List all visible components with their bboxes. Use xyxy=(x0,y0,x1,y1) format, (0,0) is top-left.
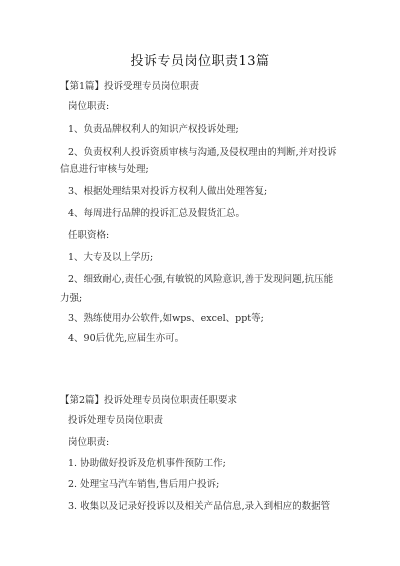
section-1-duty-2: 2、负责权利人投诉资质审核与沟通,及侵权理由的判断,并对投诉 xyxy=(68,147,337,158)
section-2-duty-3: 3. 收集以及记录好投诉以及相关产品信息,录入到相应的数据管 xyxy=(68,501,331,512)
section-1-duty-3: 3、根据处理结果对投诉方权利人做出处理答复; xyxy=(68,186,268,197)
section-1-requirement-3: 3、熟练使用办公软件,如wps、excel、ppt等; xyxy=(68,313,264,324)
section-1-duty-1: 1、负责品牌权利人的知识产权投诉处理; xyxy=(68,124,239,135)
section-1-requirement-4: 4、90后优先,应届生亦可。 xyxy=(68,333,185,344)
section-1-requirement-2-continued: 力强; xyxy=(60,293,83,304)
section-1-duties-label: 岗位职责: xyxy=(68,101,110,112)
section-2-subtitle: 投诉处理专员岗位职责 xyxy=(68,415,164,426)
section-1-requirements-label: 任职资格: xyxy=(68,230,110,241)
section-1-duty-4: 4、每周进行品牌的投诉汇总及假货汇总。 xyxy=(68,208,246,219)
section-1-heading: 【第1篇】投诉受理专员岗位职责 xyxy=(60,81,200,92)
document-title: 投诉专员岗位职责13篇 xyxy=(130,54,270,69)
section-1-requirement-1: 1、大专及以上学历; xyxy=(68,252,154,263)
section-2-heading: 【第2篇】投诉处理专员岗位职责任职要求 xyxy=(60,395,238,406)
section-2-duty-1: 1. 协助做好投诉及危机事件预防工作; xyxy=(68,458,226,469)
section-1-duty-2-continued: 信息进行审核与处理; xyxy=(60,164,149,175)
section-2-duties-label: 岗位职责: xyxy=(68,437,110,448)
section-1-requirement-2: 2、细致耐心,责任心强,有敏锐的风险意识,善于发现问题,抗压能 xyxy=(68,274,334,285)
section-2-duty-2: 2. 处理宝马汽车销售,售后用户投诉; xyxy=(68,479,220,490)
